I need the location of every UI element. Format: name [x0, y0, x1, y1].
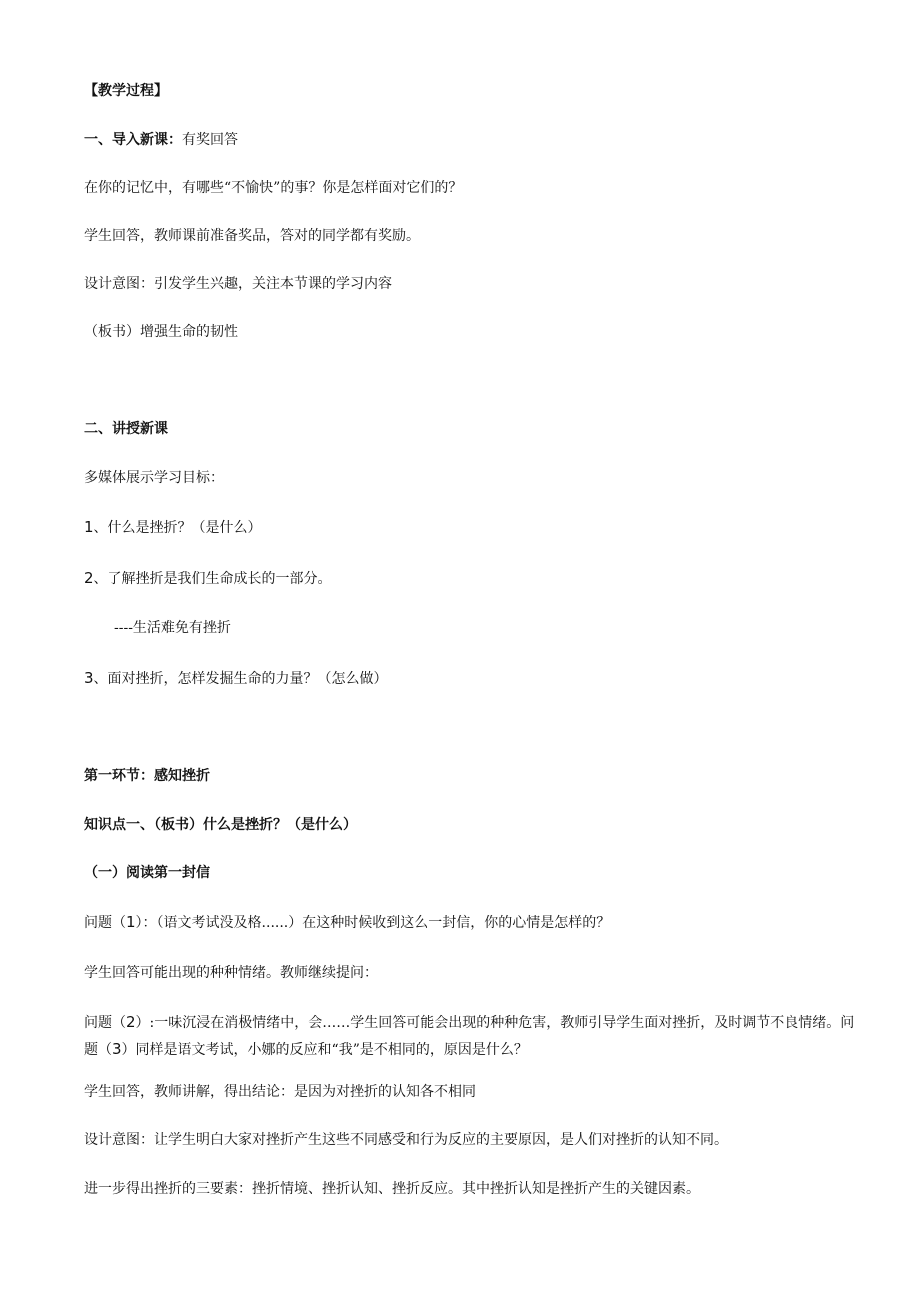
part1-heading-text: 有奖回答 — [182, 132, 238, 148]
goal-subtext: ----生活难免有挫折 — [114, 620, 231, 636]
paragraph: 学生回答，教师课前准备奖品，答对的同学都有奖励。 — [84, 228, 420, 244]
goal-item — [84, 516, 860, 539]
paragraph: （板书）增强生命的韧性 — [84, 324, 238, 340]
part3-heading: 第一环节：感知挫折 — [84, 768, 210, 784]
part2-heading: 二、讲授新课 — [84, 421, 168, 437]
paragraph: 学生回答，教师讲解，得出结论：是因为对挫折的认知各不相同 — [84, 1084, 476, 1100]
question-number: 2 — [126, 1013, 136, 1031]
paragraph: 设计意图：引发学生兴趣，关注本节课的学习内容 — [84, 276, 392, 292]
goal-number: 3 — [84, 669, 94, 687]
paragraph: 在你的记忆中，有哪些“不愉快”的事？你是怎样面对它们的？ — [84, 180, 463, 196]
goal-number: 1 — [84, 518, 94, 536]
question-text: ）同样是语文考试，小娜的反应和“我”是不相同的，原因是什么？ — [121, 1042, 528, 1058]
question-1 — [84, 911, 860, 934]
subsection-heading: （一）阅读第一封信 — [84, 865, 210, 881]
part1-heading — [84, 129, 860, 151]
section-title: 【教学过程】 — [84, 83, 168, 99]
knowledge-point-heading: 知识点一、（板书）什么是挫折？（是什么） — [84, 817, 357, 833]
question-label: 问题（ — [84, 915, 126, 931]
paragraph: 进一步得出挫折的三要素：挫折情境、挫折认知、挫折反应。其中挫折认知是挫折产生的关键因素。 — [84, 1181, 700, 1197]
question-text: ）:一味沉浸在消极情绪中，会……学生回答可能会出现的种种危害，教师引导学生面对挫折，及时调节不良情绪。问题（ — [84, 1015, 855, 1058]
part1-heading-label: 一、导入新课： — [84, 132, 182, 148]
goal-number: 2 — [84, 569, 94, 587]
paragraph: 学生回答可能出现的种种情绪。教师继续提问： — [84, 965, 378, 981]
question-number: 3 — [112, 1040, 122, 1058]
question-label: 问题（ — [84, 1015, 126, 1031]
goal-item — [84, 567, 860, 590]
goal-text: 、面对挫折，怎样发掘生命的力量？（怎么做） — [93, 671, 388, 687]
paragraph: 设计意图：让学生明白大家对挫折产生这些不同感受和行为反应的主要原因，是人们对挫折的认知不同。 — [84, 1132, 728, 1148]
goal-text: 、了解挫折是我们生命成长的一部分。 — [93, 571, 332, 587]
goal-text: 、什么是挫折？（是什么） — [93, 520, 262, 536]
question-2-3 — [84, 1009, 860, 1063]
question-text: ）：（语文考试没及格......）在这种时候收到这么一封信，你的心情是怎样的？ — [135, 915, 611, 931]
question-number: 1 — [126, 913, 136, 931]
paragraph: 多媒体展示学习目标： — [84, 470, 224, 486]
goal-item — [84, 667, 860, 690]
